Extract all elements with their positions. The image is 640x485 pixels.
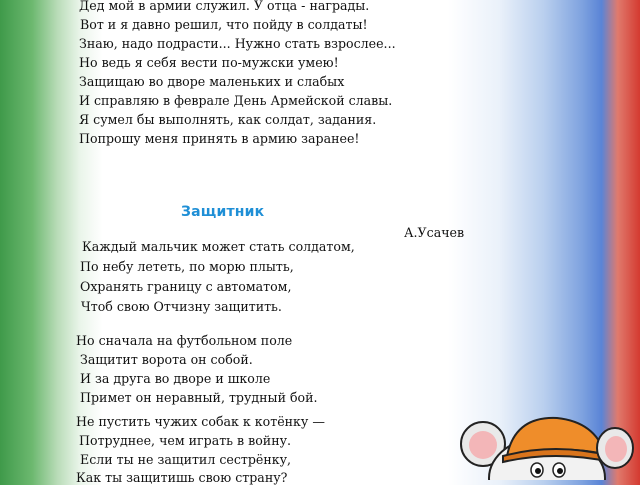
poem-line: Защитит ворота он собой. — [80, 352, 253, 367]
poem-line: Каждый мальчик может стать солдатом, — [82, 239, 355, 254]
poem-title: Защитник — [181, 204, 265, 220]
poem-line: Потруднее, чем играть в войну. — [79, 433, 291, 448]
poem-line: Но сначала на футбольном поле — [76, 333, 293, 348]
poem-line: И справляю в феврале День Армейской славы. — [79, 93, 393, 108]
poem-line: По небу лететь, по морю плыть, — [80, 259, 294, 274]
mouse-mascot-illustration — [455, 408, 640, 480]
poem-author: А.Усачев — [404, 225, 465, 240]
poem-line: Защищаю во дворе маленьких и слабых — [79, 74, 345, 89]
poem-line: Охранять границу с автоматом, — [80, 279, 292, 294]
mouse-pupil-left — [535, 468, 541, 474]
poem-line: Примет он неравный, трудный бой. — [80, 390, 318, 405]
poem-line: Я сумел бы выполнять, как солдат, задания. — [79, 112, 377, 127]
mouse-pupil-right — [557, 468, 563, 474]
poem-line: Не пустить чужих собак к котёнку — — [76, 414, 325, 429]
poem-line: Чтоб свою Отчизну защитить. — [81, 299, 282, 314]
mouse-ear-right-inner — [605, 436, 627, 462]
poem-line: Вот и я давно решил, что пойду в солдаты! — [80, 17, 368, 32]
poem-line: И за друга во дворе и школе — [80, 371, 271, 386]
poem-line: Знаю, надо подрасти... Нужно стать взрослее... — [79, 36, 396, 51]
mouse-ear-left-inner — [469, 431, 497, 459]
poem-line: Дед мой в армии служил. У отца - награды. — [79, 0, 370, 13]
poem-line: Если ты не защитил сестрёнку, — [80, 452, 292, 467]
poem-line: Как ты защитишь свою страну? — [76, 470, 288, 485]
poem-line: Но ведь я себя вести по-мужски умею! — [79, 55, 339, 70]
poem-line: Попрошу меня принять в армию заранее! — [79, 131, 360, 146]
